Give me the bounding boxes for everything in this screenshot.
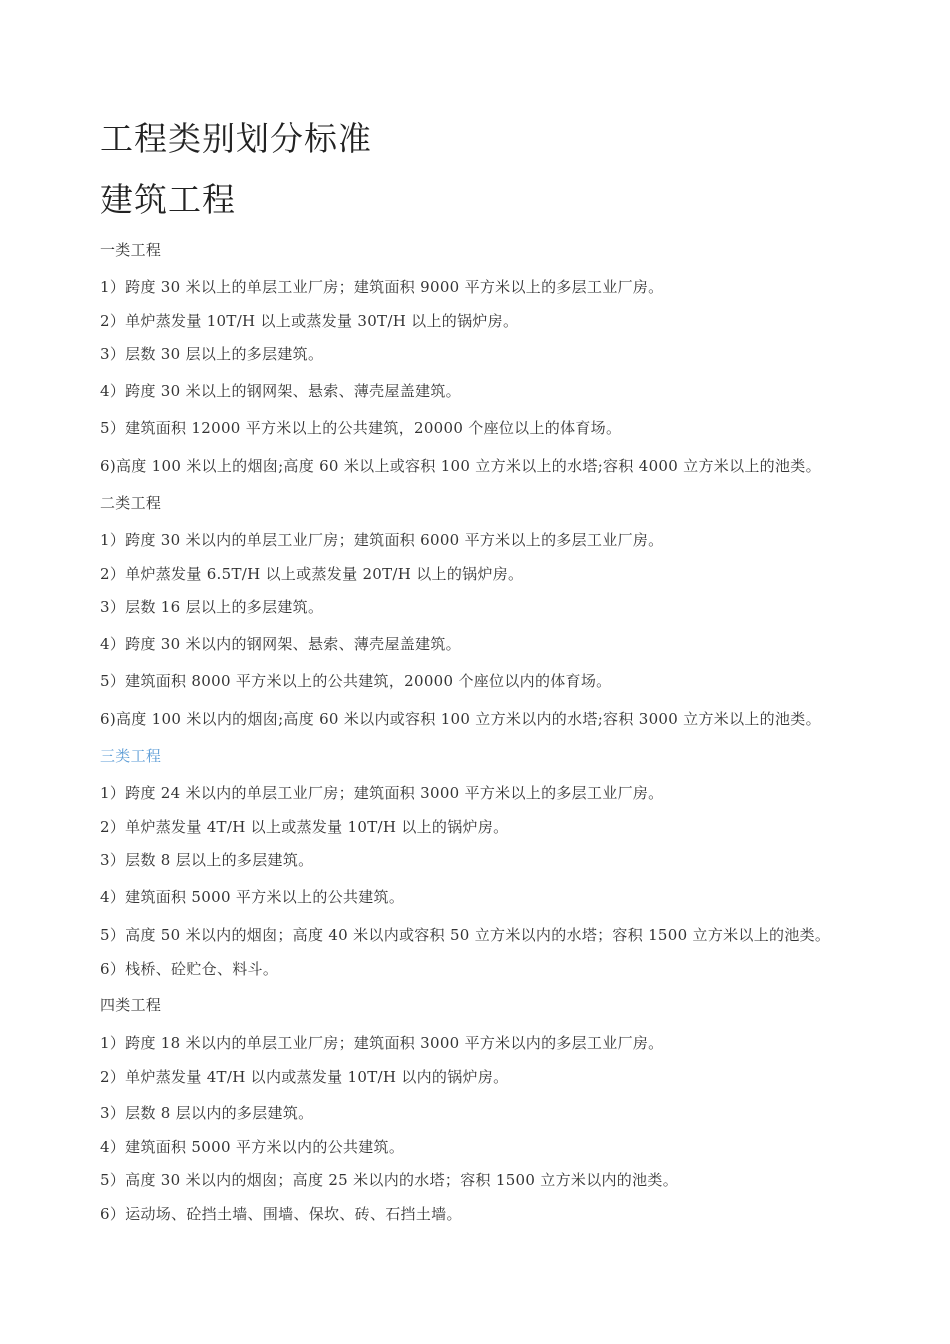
list-item: 6)高度 100 米以上的烟囱;高度 60 米以上或容积 100 立方米以上的水塔;容积 4000 立方米以上的池类。 <box>100 457 821 475</box>
list-item: 2）单炉蒸发量 10T/H 以上或蒸发量 30T/H 以上的锅炉房。 <box>100 312 519 330</box>
list-item: 6)高度 100 米以内的烟囱;高度 60 米以内或容积 100 立方米以内的水塔;容积 3000 立方米以上的池类。 <box>100 710 821 728</box>
list-item: 3）层数 8 层以上的多层建筑。 <box>100 851 314 869</box>
list-item: 3）层数 8 层以内的多层建筑。 <box>100 1104 314 1122</box>
list-item: 2）单炉蒸发量 4T/H 以上或蒸发量 10T/H 以上的锅炉房。 <box>100 818 509 836</box>
list-item: 1）跨度 18 米以内的单层工业厂房；建筑面积 3000 平方米以内的多层工业厂房。 <box>100 1034 664 1052</box>
section-heading-class-2: 二类工程 <box>100 494 162 512</box>
list-item: 1）跨度 24 米以内的单层工业厂房；建筑面积 3000 平方米以上的多层工业厂房。 <box>100 784 664 802</box>
list-item: 3）层数 16 层以上的多层建筑。 <box>100 598 324 616</box>
list-item: 5）建筑面积 12000 平方米以上的公共建筑，20000 个座位以上的体育场。 <box>100 419 622 437</box>
document-title: 工程类别划分标准 <box>100 119 372 158</box>
document-subtitle: 建筑工程 <box>100 180 236 219</box>
list-item: 4）跨度 30 米以内的钢网架、悬索、薄壳屋盖建筑。 <box>100 635 461 653</box>
list-item: 1）跨度 30 米以内的单层工业厂房；建筑面积 6000 平方米以上的多层工业厂房。 <box>100 531 664 549</box>
list-item: 6）运动场、砼挡土墙、围墙、保坎、砖、石挡土墙。 <box>100 1205 462 1223</box>
list-item: 6）栈桥、砼贮仓、料斗。 <box>100 960 279 978</box>
list-item: 1）跨度 30 米以上的单层工业厂房；建筑面积 9000 平方米以上的多层工业厂房。 <box>100 278 664 296</box>
list-item: 2）单炉蒸发量 4T/H 以内或蒸发量 10T/H 以内的锅炉房。 <box>100 1068 509 1086</box>
section-heading-class-3: 三类工程 <box>100 747 162 765</box>
list-item: 4）跨度 30 米以上的钢网架、悬索、薄壳屋盖建筑。 <box>100 382 461 400</box>
list-item: 5）高度 30 米以内的烟囱；高度 25 米以内的水塔；容积 1500 立方米以内的池类。 <box>100 1171 679 1189</box>
section-heading-class-4: 四类工程 <box>100 996 162 1014</box>
list-item: 2）单炉蒸发量 6.5T/H 以上或蒸发量 20T/H 以上的锅炉房。 <box>100 565 524 583</box>
section-heading-class-1: 一类工程 <box>100 241 162 259</box>
list-item: 3）层数 30 层以上的多层建筑。 <box>100 345 324 363</box>
list-item: 4）建筑面积 5000 平方米以上的公共建筑。 <box>100 888 405 906</box>
list-item: 5）高度 50 米以内的烟囱；高度 40 米以内或容积 50 立方米以内的水塔；容积 1500 立方米以上的池类。 <box>100 926 831 944</box>
list-item: 4）建筑面积 5000 平方米以内的公共建筑。 <box>100 1138 405 1156</box>
list-item: 5）建筑面积 8000 平方米以上的公共建筑，20000 个座位以内的体育场。 <box>100 672 612 690</box>
